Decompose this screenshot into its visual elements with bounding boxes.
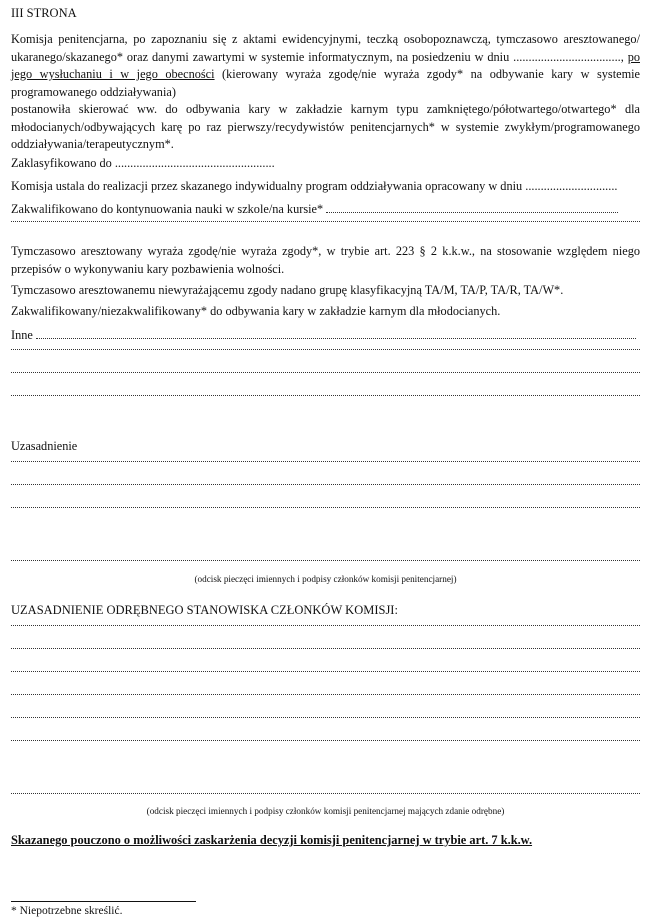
justification-line-2[interactable] <box>11 484 640 485</box>
dissent-line-5[interactable] <box>11 717 640 718</box>
review-text: Komisja penitencjarna, po zapoznaniu się z aktami ewidencyjnymi, teczką osobopoznawczą, tymczasowo aresztowanego/ ukaranego/skazanego* oraz danymi zawartymi w systemie informatycznym, na posiedzeniu w dniu ..................................., <box>11 32 640 64</box>
dissent-line-1[interactable] <box>11 625 640 626</box>
dissent-signatures-line[interactable] <box>11 793 640 794</box>
classification-group-paragraph: Tymczasowo aresztowanemu niewyrażającemu zgody nadano grupę klasyfikacyjną TA/M, TA/P, TA/R, TA/W*. <box>11 283 564 297</box>
education-label: Zakwalifikowano do kontynuowania nauki w szkole/na kursie* <box>11 202 324 216</box>
juvenile-qualification-paragraph: Zakwalifikowany/niezakwalifikowany* do odbywania kary w zakładzie karnym dla młodocianych. <box>11 304 501 318</box>
dissent-signatures-caption: (odcisk pieczęci imiennych i podpisy członków komisji penitencjarnej mających zdanie odrębne) <box>146 806 505 816</box>
dissent-line-3[interactable] <box>11 671 640 672</box>
other-label: Inne <box>11 328 33 342</box>
education-fill-dots[interactable] <box>326 212 618 213</box>
consent-clause: (kierowany wyraża zgodę/nie wyraża zgody* na odbywanie kary w systemie programowanego oddziaływania) <box>11 67 641 99</box>
dissent-line-2[interactable] <box>11 648 640 649</box>
appeal-instruction: Skazanego pouczono o możliwości zaskarżenia decyzji komisji penitencjarnej w trybie art. 7 k.k.w. <box>11 833 533 847</box>
form-page <box>11 0 640 922</box>
hearing-clause: po jego wysłuchaniu i w jego obecności <box>11 49 640 81</box>
signatures-caption: (odcisk pieczęci imiennych i podpisy członków komisji penitencjarnej) <box>194 574 457 584</box>
classified-line[interactable]: Zaklasyfikowano do .................................................... <box>11 156 275 170</box>
footnote: * Niepotrzebne skreślić. <box>11 905 123 917</box>
other-line[interactable] <box>11 327 640 345</box>
individual-program-line[interactable]: Komisja ustala do realizacji przez skazanego indywidualny program oddziaływania opracowany w dniu .............................. <box>11 179 618 193</box>
justification-heading: Uzasadnienie <box>11 439 78 453</box>
footnote-rule <box>11 901 196 902</box>
dissent-heading: UZASADNIENIE ODRĘBNEGO STANOWISKA CZŁONKÓW KOMISJI: <box>11 603 398 617</box>
dissent-line-6[interactable] <box>11 740 640 741</box>
justification-line-3[interactable] <box>11 507 640 508</box>
other-line-4[interactable] <box>11 395 640 396</box>
education-line[interactable] <box>11 201 640 219</box>
section-title: III STRONA <box>11 6 77 20</box>
justification-line-1[interactable] <box>11 461 640 462</box>
commission-review-paragraph <box>11 31 640 101</box>
signatures-line[interactable] <box>11 560 640 561</box>
consent-paragraph: Tymczasowo aresztowany wyraża zgodę/nie wyraża zgody*, w trybie art. 223 § 2 k.k.w., na stosowanie względem niego przepisów o wykonywaniu kary pozbawienia wolności. <box>11 244 640 276</box>
education-continuation-line[interactable] <box>11 221 640 222</box>
referral-paragraph: postanowiła skierować ww. do odbywania kary w zakładzie karnym typu zamkniętego/półotwartego/otwartego* dla młodocianych/odbywających karę po raz pierwszy/recydywistów penitencjarnych* w systemie zwykłym/programowanego oddziaływania/terapeutycznym*. <box>11 102 640 151</box>
other-line-2[interactable] <box>11 349 640 350</box>
other-fill-dots[interactable] <box>36 338 636 339</box>
other-line-3[interactable] <box>11 372 640 373</box>
dissent-line-4[interactable] <box>11 694 640 695</box>
